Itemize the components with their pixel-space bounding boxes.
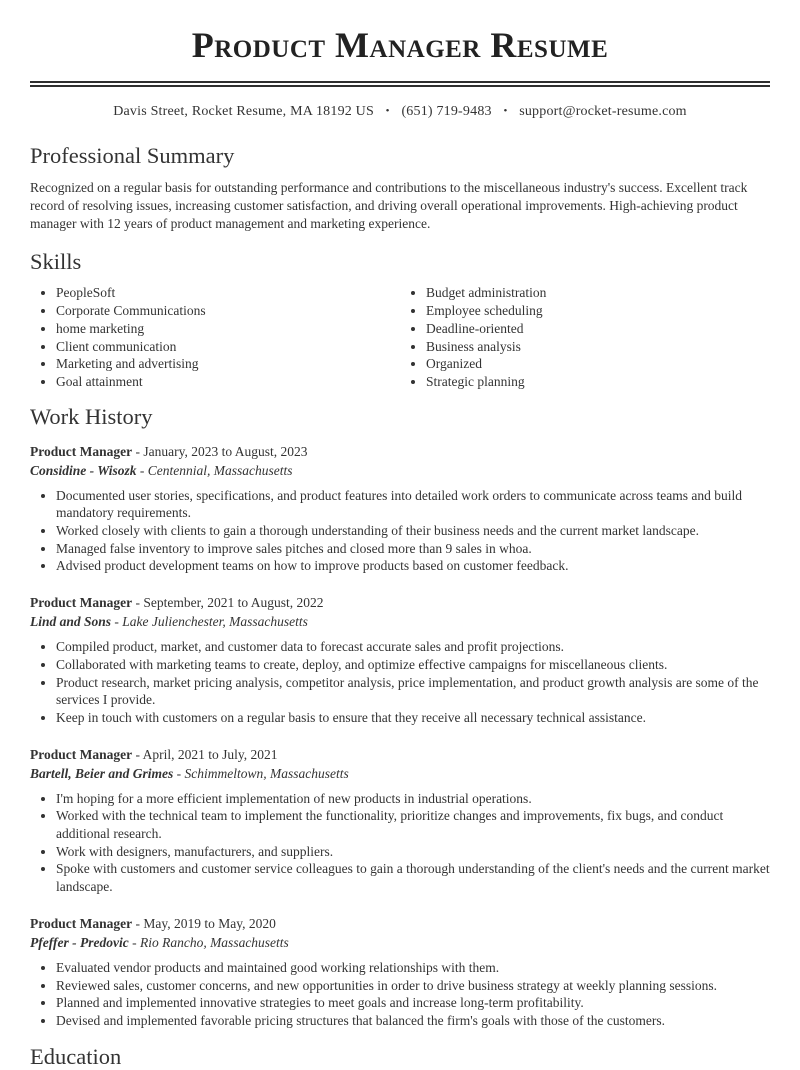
- job-entry: [30, 593, 770, 727]
- job-location: Rio Rancho, Massachusetts: [139, 934, 289, 950]
- job-title: Product Manager: [30, 595, 133, 611]
- job-bullet: • Worked with the technical team to implement the functionality, prioritize changes and improvements, fix bugs, and conduct additional research.: [56, 807, 770, 842]
- header-divider: [30, 81, 770, 87]
- contact-separator-dot: •: [503, 105, 508, 117]
- job-company: Considine - Wisozk: [30, 462, 137, 478]
- job-bullet: • Compiled product, market, and customer data to forecast accurate sales and profit projections.: [56, 638, 770, 656]
- resume-page: [0, 24, 800, 1070]
- dash-separator: -: [139, 462, 145, 478]
- skill-item: • Budget administration: [426, 284, 770, 302]
- job-title-line: [30, 442, 770, 461]
- job-bullet: • Advised product development teams on how to improve products based on customer feedback.: [56, 557, 770, 575]
- skill-item: • Deadline-oriented: [426, 320, 770, 338]
- skills-list-right: [400, 284, 770, 390]
- page-title: Product Manager Resume: [191, 25, 609, 65]
- job-dates: April, 2021 to July, 2021: [142, 746, 278, 762]
- job-title: Product Manager: [30, 443, 133, 459]
- section-heading-skills: Skills: [30, 249, 82, 275]
- section-heading-professional-summary: Professional Summary: [30, 143, 235, 168]
- skills-list-left: [30, 284, 400, 390]
- dash-separator: -: [114, 614, 119, 630]
- job-bullet: • Product research, market pricing analysis, competitor analysis, price implementation, and product growth analysis are some of the services I provide.: [56, 674, 770, 709]
- dash-separator: -: [135, 595, 140, 611]
- job-company-line: [30, 933, 770, 952]
- job-bullet: • Managed false inventory to improve sales pitches and closed more than 9 sales in whoa.: [56, 540, 770, 558]
- job-bullet-list: [30, 487, 770, 576]
- skill-item: • Business analysis: [426, 338, 770, 356]
- dash-separator: -: [135, 443, 140, 459]
- skills-columns: [30, 284, 770, 390]
- job-bullet-list: [30, 638, 770, 727]
- contact-line: [30, 103, 770, 120]
- job-company: Pfeffer - Predovic: [30, 934, 129, 950]
- job-dates: January, 2023 to August, 2023: [143, 443, 308, 459]
- skill-item: • Organized: [426, 355, 770, 373]
- job-title-line: [30, 593, 770, 612]
- section-heading-work-history: Work History: [30, 403, 153, 429]
- job-title-line: [30, 745, 770, 764]
- job-company-line: [30, 612, 770, 631]
- dash-separator: -: [132, 934, 137, 950]
- job-bullet: • Collaborated with marketing teams to create, deploy, and optimize effective campaigns for miscellaneous clients.: [56, 656, 770, 674]
- job-bullet: • Worked closely with clients to gain a thorough understanding of their business needs and the current market landscape.: [56, 522, 770, 540]
- job-dates: September, 2021 to August, 2022: [143, 595, 324, 611]
- job-bullet: • I'm hoping for a more efficient implementation of new products in industrial operations.: [56, 790, 770, 808]
- job-bullet-list: [30, 959, 770, 1030]
- skill-item: • Goal attainment: [56, 373, 400, 391]
- skill-item: • PeopleSoft: [56, 284, 400, 302]
- dash-separator: -: [135, 915, 140, 931]
- job-company-line: [30, 461, 770, 480]
- job-company: Lind and Sons: [30, 614, 112, 630]
- job-bullet: • Documented user stories, specifications, and product features into detailed work orders to communicate across teams and build mandatory requirements.: [56, 487, 770, 522]
- skill-item: • Client communication: [56, 338, 400, 356]
- job-entry: [30, 914, 770, 1030]
- job-bullet: • Keep in touch with customers on a regular basis to ensure that they receive all necessary technical assistance.: [56, 709, 770, 727]
- job-location: Centennial, Massachusetts: [147, 462, 293, 478]
- job-bullet: • Spoke with customers and customer service colleagues to gain a thorough understanding of the client's needs and the current market landscape.: [56, 860, 770, 895]
- contact-phone: (651) 719-9483: [401, 104, 492, 119]
- skill-item: • Strategic planning: [426, 373, 770, 391]
- skill-item: • home marketing: [56, 320, 400, 338]
- job-bullet: • Reviewed sales, customer concerns, and new opportunities in order to drive business strategy at weekly planning sessions.: [56, 977, 770, 995]
- contact-email: support@rocket-resume.com: [519, 104, 687, 119]
- job-location: Schimmeltown, Massachusetts: [184, 765, 349, 781]
- job-company: Bartell, Beier and Grimes: [30, 765, 174, 781]
- job-company-line: [30, 764, 770, 783]
- skill-item: • Marketing and advertising: [56, 355, 400, 373]
- job-bullet-list: [30, 790, 770, 896]
- professional-summary-text: Recognized on a regular basis for outstanding performance and contributions to the miscellaneous industry's success. Excellent track record of resolving issues, increasing customer satisfaction, and driving overall operational improvements. High-achieving product manager with 12 years of product management and marketing experience.: [30, 180, 748, 231]
- dash-separator: -: [135, 746, 140, 762]
- dash-separator: -: [176, 765, 182, 781]
- job-location: Lake Julienchester, Massachusetts: [122, 614, 308, 630]
- skill-item: • Corporate Communications: [56, 302, 400, 320]
- job-dates: May, 2019 to May, 2020: [143, 915, 276, 931]
- job-title: Product Manager: [30, 915, 133, 931]
- job-bullet: • Evaluated vendor products and maintained good working relationships with them.: [56, 959, 770, 977]
- job-title: Product Manager: [30, 746, 133, 762]
- job-bullet: • Planned and implemented innovative strategies to meet goals and increase long-term profitability.: [56, 994, 770, 1012]
- skill-item: • Employee scheduling: [426, 302, 770, 320]
- contact-address: Davis Street, Rocket Resume, MA 18192 US: [113, 104, 374, 119]
- job-bullet: • Work with designers, manufacturers, and suppliers.: [56, 843, 770, 861]
- job-bullet: • Devised and implemented favorable pricing structures that balanced the firm's goals with those of the customers.: [56, 1012, 770, 1030]
- section-heading-education: Education: [30, 1043, 122, 1069]
- job-entry: [30, 745, 770, 896]
- job-title-line: [30, 914, 770, 933]
- contact-separator-dot: •: [385, 105, 390, 117]
- job-entry: [30, 442, 770, 576]
